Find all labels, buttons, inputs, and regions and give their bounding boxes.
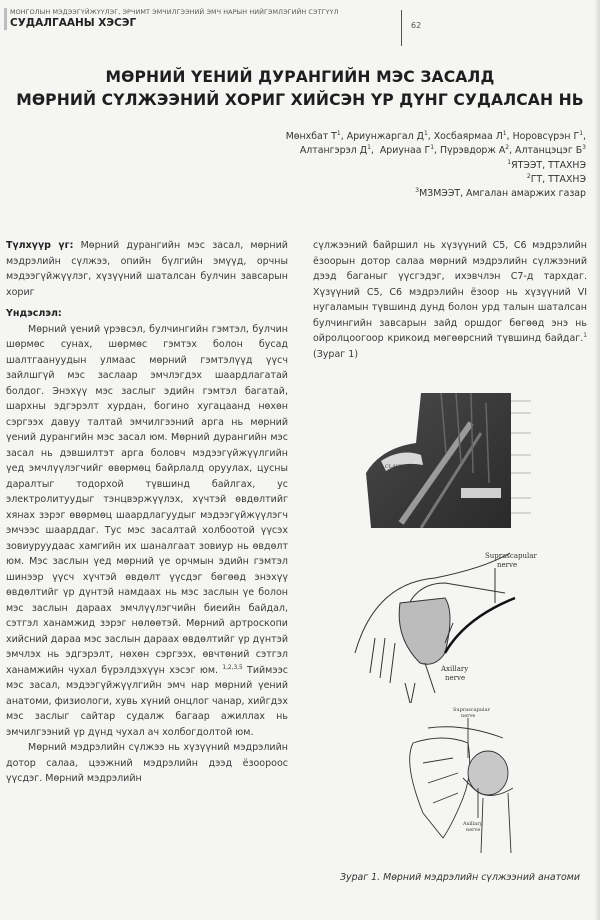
suprascapular-label-bottom-2: nerve	[461, 713, 476, 719]
running-header	[4, 8, 408, 30]
author: Алтанцэцэг Б	[515, 145, 583, 157]
keywords	[6, 238, 288, 300]
author-line-1: Мөнхбат $Т^1$, Ариунжаргал $Д^1$, Хосбаярмаа $Л^1$, Норовсүрэн $Г^1$,	[285, 130, 586, 142]
affiliation-mark: 2	[526, 172, 531, 180]
keywords-text: Мөрний дурангийн мэс засал, мөрний мэдрэлийн сүлжээ, опийн бүлгийн эмүүд, орчны мэдээгүйжүүлэг, хүзүүний шаталсан булчин завсарын хориг	[6, 240, 288, 298]
right-column	[313, 238, 587, 362]
suprascapular-label: Suprascapular	[485, 552, 537, 560]
axillary-label-bottom: Axillary	[463, 821, 483, 827]
article-title	[0, 66, 600, 112]
author: Алтангэрэл Д	[299, 145, 368, 157]
affiliation	[116, 173, 586, 187]
citation-ref: 1	[583, 333, 587, 339]
dissection-illustration	[361, 393, 541, 528]
body-paragraph-2-continued	[313, 238, 587, 362]
figure-caption: Зураг 1. Мөрний мэдрэлийн сүлжээний анатоми	[340, 872, 580, 883]
author-block	[116, 130, 586, 201]
title-line-2: МӨРНИЙ СҮЛЖЭЭНИЙ ХОРИГ ХИЙСЭН ҮР ДҮНГ СУДАЛСАН НЬ	[16, 91, 584, 109]
background-heading: Үндэслэл:	[6, 308, 62, 319]
axillary-label-2: nerve	[445, 674, 466, 682]
page-edge-shadow	[594, 0, 600, 920]
axillary-label: Axillary	[441, 665, 469, 673]
shoulder-nerve-drawing	[345, 543, 555, 703]
affiliation	[116, 187, 586, 201]
suprascapular-label-bottom: Suprascapular	[453, 707, 490, 713]
author-affiliation-mark: 1	[579, 130, 584, 137]
journal-name: МОНГОЛЫН МЭДЭЭГҮЙЖҮҮЛЭГ, ЭРЧИМТ ЭМЧИЛГЭЭНИЙ ЭМЧ НАРЫН НИЙГЭМЛЭГИЙН СЭТГҮҮЛ	[10, 8, 339, 16]
axillary-label-bottom-2: nerve	[466, 827, 481, 833]
keywords-label: Түлхүүр үг:	[6, 240, 74, 251]
author-affiliation-mark: 1	[367, 144, 371, 152]
section-name: СУДАЛГААНЫ ХЭСЭГ	[10, 17, 137, 29]
author: Ариунжаргал Д	[346, 131, 424, 142]
paragraph-text: сүлжээний байршил нь хүзүүний C5, C6 мэдрэлийн ёзоорын дотор салаа мөрний мэдрэлийн сүлжээний дээд баганыг үүсгэдэг, ихэвчлэн C7-д тархдаг. Хүзүүний C5, C6 мэдрэлийн ёзоор нь хүзүүний VI нугаламын түвшинд дунд болон урд талын шаталсан булчингийн завсарын зайд оршдог бөгөөд энэ нь ойролцоогоор крикоид мөгөөрсний түвшинд байдаг.	[313, 240, 587, 344]
affiliation-text: МЗМЭЭТ, Амгалан амаржих газар	[419, 188, 586, 200]
author-affiliation-mark: 2	[505, 144, 510, 152]
left-column	[6, 238, 288, 787]
author-affiliation-mark: 1	[502, 130, 507, 137]
author: Ариунаа Г	[379, 145, 431, 157]
author: Мөнхбат Т	[285, 131, 337, 142]
page-number: 62	[411, 21, 422, 30]
author-affiliation-mark: 1	[336, 130, 341, 137]
clavicle-label: CLAVICLE	[385, 464, 412, 470]
author-affiliation-mark: 1	[430, 144, 435, 152]
header-divider	[401, 10, 402, 46]
body-paragraph-1	[6, 322, 288, 741]
paragraph-text: Мөрний үений үрэвсэл, булчингийн гэмтэл, булчин шөрмөс сунах, шөрмөс гэмтэх болон бусад шалтгаануудын улмаас мөрний гэмтэлүүд үүсч зайлшгүй мэс заслаар эмчлэгдэх шаардлагатай болдог. Энэхүү мэс заслыг эдийн гэмтэл багатай, шархны эдгэрэлт хурдан, богино хугацаанд нөхөн сэргээх давуу талтай эмчилгээний арга нь мөрний үений дурангийн мэс засал юм. Мөрний дурангийн мэс засал нь дэвшилтэт арга боловч мэдээгүйжүүлгийн үед эмчлүүлэгчийг өвөрмөц байрлалд оруулах, цусны даралтыг тодорхой түвшинд байлгах, ус электролитуудыг тэнцвэржүүлэх, хүчтэй өвдөлтийг хянах зэрэг өвөрмөц шаардлагуудыг мэдээгүйжүүлэгч эмчээс шаарддаг. Тус мэс засалтай холбоотой үүсэх зовиуруудаас хамгийн их шаналгаат зовиур нь өвдөлт юм. Мэс заслын үед мөрний үе орчмын эдийн гэмтэл шинээр үүсч хүчтэй өвдөлт үүсдэг бөгөөд энэхүү өвдөлтийг үр дүнтэй намдаах нь мэс заслын үе болон мэс заслын дараах эмчлүүлэгчийн биеийн байдал, сэтгэл ханамжид зэрэг нөлөөтэй. Мөрний артроскопи хийсний дараа мэс заслын дараах өвдөлтийг үр дүнтэй эмчлэх нь эдгэрэлт, нөхөн сэргээх, өвчтөний сэтгэл ханамжийн чухал бүрэлдэхүүн хэсэг юм.	[6, 323, 288, 676]
paragraph-text: Мөрний мэдрэлийн сүлжээ нь хүзүүний мэдрэлийн дотор салаа, цээжний мэдрэлийн дээд ёзоороос үүсдэг. Мөрний мэдрэлийн	[6, 742, 288, 784]
affiliation-mark: 3	[415, 187, 420, 195]
body-paragraph-2	[6, 740, 288, 787]
citation-refs: 1,2,3,5	[222, 664, 243, 671]
scapula-drawing	[393, 703, 553, 853]
suprascapular-label-2: nerve	[497, 561, 518, 569]
author: Норовсүрэн Г	[512, 131, 580, 142]
figure-reference: (Зураг 1)	[313, 348, 359, 360]
author: Пүрэвдорж А	[440, 145, 506, 157]
affiliation-mark: 1	[507, 158, 512, 166]
author-affiliation-mark: 3	[582, 144, 586, 152]
affiliation-text: ЯТЭЭТ, ТТАХНЭ	[511, 159, 586, 171]
author: Хосбаярмаа Л	[433, 131, 503, 142]
title-line-1: МӨРНИЙ ҮЕНИЙ ДУРАНГИЙН МЭС ЗАСАЛД	[105, 68, 495, 86]
affiliation	[116, 159, 586, 173]
affiliation-text: ГТ, ТТАХНЭ	[530, 173, 586, 185]
author-line-2: Алтангэрэл $Д^1$, Ариунаа $Г^1$, Пүрэвдорж $А^2$, Алтанцэцэг $Б^3$	[299, 144, 586, 157]
author-affiliation-mark: 1	[423, 130, 428, 137]
paragraph-text: Тиймээс мэс засал, мэдээгүйжүүлгийн эмч нар мөрний үений анатоми, физиологи, хувь хүний онцлог чанар, хийгдэх мэс заслыг сайтар судалж багаар ажиллах нь эмчилгээний үр дүнд чухал ач холбогдолтой юм.	[6, 664, 288, 738]
